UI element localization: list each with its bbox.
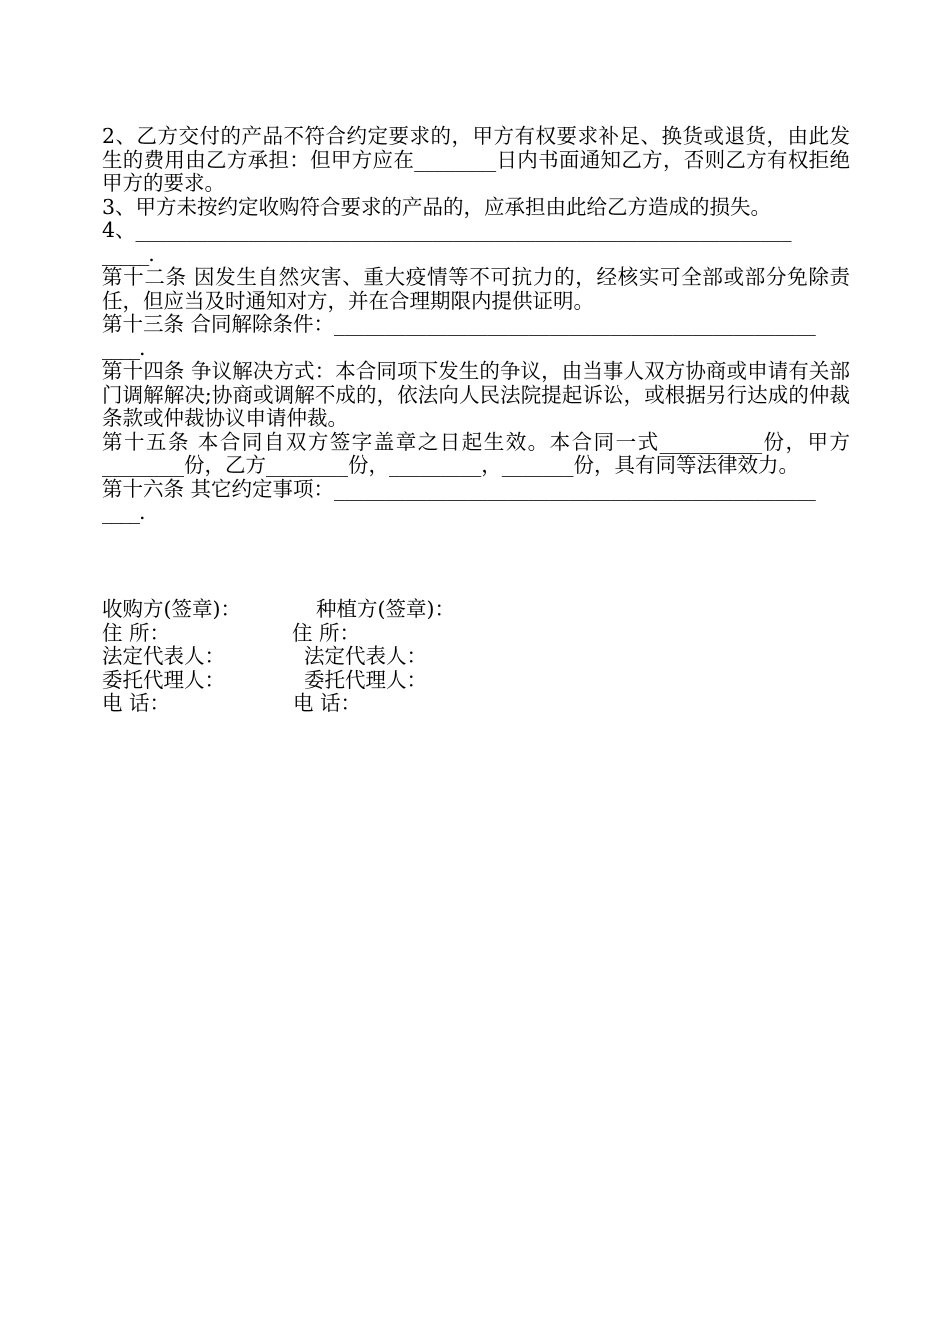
clause-13 <box>102 313 850 337</box>
clause-3: 3、甲方未按约定收购符合要求的产品的，应承担由此给乙方造成的损失。 <box>102 194 772 219</box>
clause-4 <box>102 219 850 243</box>
signature-block <box>102 598 850 716</box>
grower-seal-label: 种植方(签章)： <box>316 597 455 621</box>
clause-13-text: 第十三条 合同解除条件：_______________________________________________ <box>102 313 816 336</box>
signature-row-phone <box>102 692 850 716</box>
clause-4-text: 4、________________________________________________________________ <box>102 219 792 242</box>
clause-15: 第十五条 本合同自双方签字盖章之日起生效。本合同一式__________份，甲方________份，乙方________份，_________，_______份，具有同等法律效力。 <box>102 429 850 477</box>
clause-2: 2、乙方交付的产品不符合约定要求的，甲方有权要求补足、换货或退货，由此发生的费用由乙方承担：但甲方应在________日内书面通知乙方，否则乙方有权拒绝甲方的要求。 <box>102 124 850 195</box>
signature-row-legal-rep <box>102 645 850 669</box>
buyer-seal-label: 收购方(签章)： <box>102 597 241 621</box>
grower-legal-rep-label: 法定代表人： <box>304 644 427 668</box>
signature-row-address <box>102 622 850 646</box>
buyer-agent-label: 委托代理人： <box>102 667 225 692</box>
clause-16-text: 第十六条 其它约定事项：_______________________________________________ <box>102 477 816 501</box>
contract-body <box>102 125 850 525</box>
signature-row-seal <box>102 598 850 622</box>
buyer-phone-label: 电 话： <box>102 691 171 715</box>
clause-12: 第十二条 因发生自然灾害、重大疫情等不可抗力的，经核实可全部或部分免除责任，但应当及时通知对方，并在合理期限内提供证明。 <box>102 265 850 313</box>
clause-14: 第十四条 争议解决方式：本合同项下发生的争议，由当事人双方协商或申请有关部门调解解决;协商或调解不成的，依法向人民法院提起诉讼，或根据另行达成的仲裁条款或仲裁协议申请仲裁。 <box>102 359 850 430</box>
grower-phone-label: 电 话： <box>293 691 362 715</box>
buyer-legal-rep-label: 法定代表人： <box>102 644 225 668</box>
grower-address-label: 住 所： <box>292 620 361 645</box>
clause-16-tail: ____. <box>102 500 145 524</box>
buyer-address-label: 住 所： <box>102 620 171 645</box>
clause-16 <box>102 478 850 502</box>
clause-13-tail: ____. <box>102 335 145 360</box>
grower-agent-label: 委托代理人： <box>304 667 427 692</box>
signature-row-agent <box>102 669 850 693</box>
clause-4-tail: _____. <box>102 241 154 266</box>
